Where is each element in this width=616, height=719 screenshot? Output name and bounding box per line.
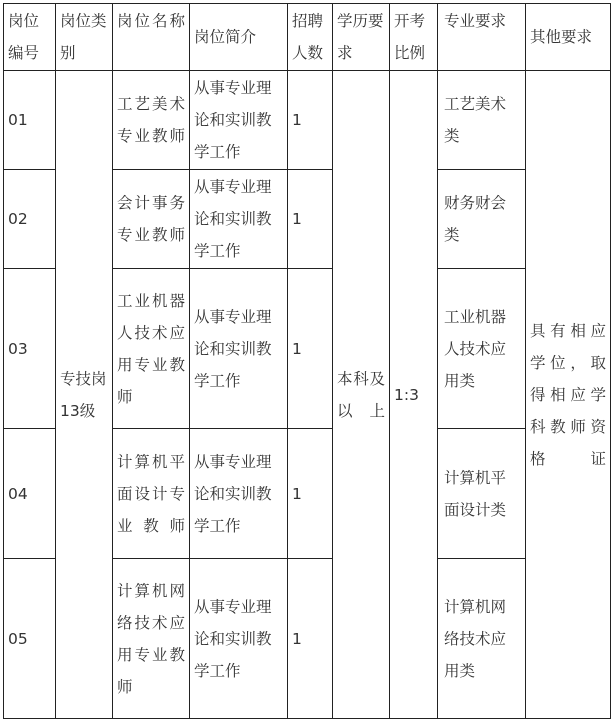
- ratio-cell: 1:3: [390, 71, 438, 719]
- header-other: 其他要求: [526, 4, 611, 71]
- header-name: 岗位名称: [113, 4, 190, 71]
- row-name: 会计事务专业教师: [113, 170, 190, 269]
- row-code: 01: [4, 71, 56, 170]
- row-intro: 从事专业理论和实训教学工作: [190, 170, 288, 269]
- row-count: 1: [288, 559, 333, 719]
- row-intro: 从事专业理论和实训教学工作: [190, 269, 288, 429]
- row-name: 工业机器人技术应用专业教师: [113, 269, 190, 429]
- row-count: 1: [288, 269, 333, 429]
- table-row: [4, 71, 611, 170]
- row-count: 1: [288, 170, 333, 269]
- header-code: 岗位编号: [4, 4, 56, 71]
- row-code: 05: [4, 559, 56, 719]
- row-intro: 从事专业理论和实训教学工作: [190, 559, 288, 719]
- header-category: 岗位类别: [56, 4, 113, 71]
- header-ratio: 开考比例: [390, 4, 438, 71]
- row-code: 03: [4, 269, 56, 429]
- header-education: 学历要求: [333, 4, 390, 71]
- row-name: 工艺美术专业教师: [113, 71, 190, 170]
- row-code: 02: [4, 170, 56, 269]
- row-name: 计算机平面设计专业教师: [113, 429, 190, 559]
- recruitment-table: [3, 3, 611, 719]
- row-major: 财务财会类: [438, 170, 526, 269]
- header-intro: 岗位简介: [190, 4, 288, 71]
- row-major: 计算机网络技术应用类: [438, 559, 526, 719]
- row-major: 工业机器人技术应用类: [438, 269, 526, 429]
- other-cell: 具有相应学位，取得相应学科教师资格证: [526, 71, 611, 719]
- header-row: [4, 4, 611, 71]
- row-count: 1: [288, 71, 333, 170]
- header-count: 招聘人数: [288, 4, 333, 71]
- row-count: 1: [288, 429, 333, 559]
- category-cell: 专技岗13级: [56, 71, 113, 719]
- row-intro: 从事专业理论和实训教学工作: [190, 71, 288, 170]
- row-major: 工艺美术类: [438, 71, 526, 170]
- education-cell: 本科及以上: [333, 71, 390, 719]
- row-code: 04: [4, 429, 56, 559]
- header-major: 专业要求: [438, 4, 526, 71]
- row-intro: 从事专业理论和实训教学工作: [190, 429, 288, 559]
- row-name: 计算机网络技术应用专业教师: [113, 559, 190, 719]
- row-major: 计算机平面设计类: [438, 429, 526, 559]
